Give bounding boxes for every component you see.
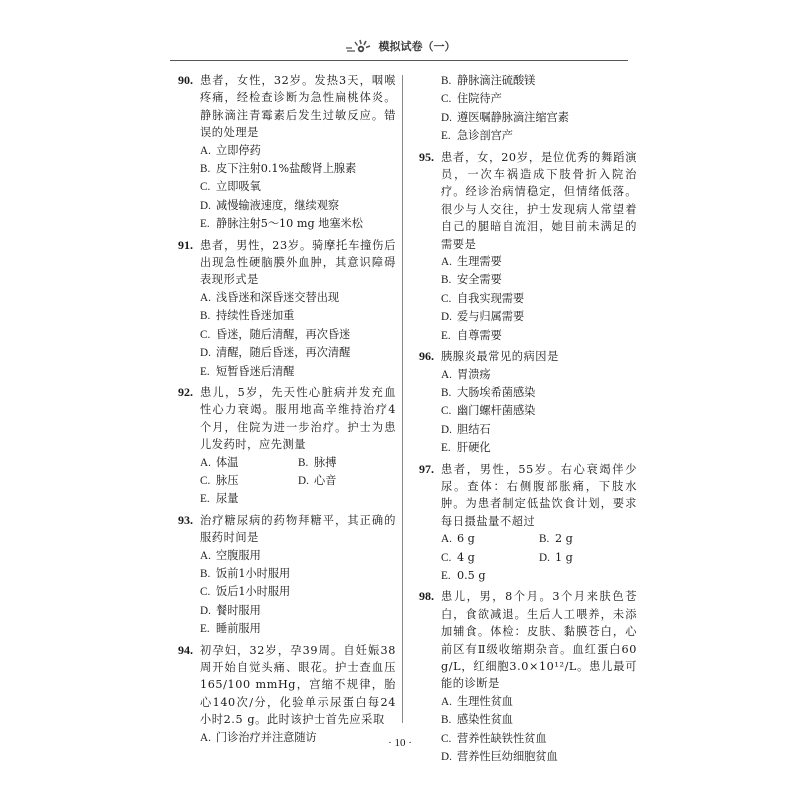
option-list	[200, 454, 396, 509]
question-stem: 患者，女性，32岁。发热3天，咽喉疼痛，经检查诊断为急性扁桃体炎。静脉滴注青霉素后发生过敏反应。错误的处理是	[200, 74, 396, 140]
option-c: C. 营养性缺铁性贫血	[441, 731, 547, 745]
question-number: 97.	[419, 461, 434, 476]
option-b: B. 静脉滴注硫酸镁	[441, 74, 536, 87]
question-91	[178, 237, 396, 381]
option-b: B. 感染性贫血	[441, 713, 513, 727]
option-b: B. 大肠埃希菌感染	[441, 385, 536, 399]
right-column	[419, 72, 637, 769]
option-list	[441, 253, 637, 345]
option-a: A. 立即停药	[200, 143, 261, 157]
page-header	[170, 38, 628, 60]
question-number: 96.	[419, 349, 434, 364]
question-stem: 患儿，男，8个月。3个月来肤色苍白，食欲减退。生后人工喂养，未添加辅食。体检：皮肤、黏膜苍白，心前区有Ⅱ级收缩期杂音。血红蛋白60 g/L，红细胞3.0×10¹²/L。患儿最可能的诊断是	[441, 590, 637, 691]
option-e: E. 睡前服用	[200, 622, 261, 636]
option-e: E. 静脉注射5～10 mg 地塞米松	[200, 217, 363, 231]
question-stem: 患者，男性，23岁。骑摩托车撞伤后出现急性硬脑膜外血肿，其意识障碍表现形式是	[200, 238, 396, 287]
question-number: 91.	[178, 237, 193, 252]
question-93	[178, 512, 396, 639]
option-a: A. 胃溃疡	[441, 367, 491, 381]
exam-title: 模拟试卷（一）	[378, 40, 456, 53]
option-d: D. 减慢输液速度，继续观察	[200, 198, 340, 212]
option-b: B. 饭前1小时服用	[200, 566, 291, 580]
option-d: D. 心音	[298, 473, 337, 487]
question-number: 94.	[178, 642, 193, 657]
option-c: C. 4 g	[441, 550, 475, 564]
option-e: E. 自尊需要	[441, 328, 502, 342]
question-stem: 治疗糖尿病的药物拜糖平，其正确的服药时间是	[200, 513, 396, 545]
question-96	[419, 348, 637, 457]
option-b: B. 持续性昏迷加重	[200, 309, 295, 323]
option-d: D. 1 g	[539, 550, 573, 564]
option-d: D. 爱与归属需要	[441, 310, 525, 324]
question-stem: 胰腺炎最常见的病因是	[441, 350, 559, 364]
option-d: D. 餐时服用	[200, 603, 261, 617]
left-column	[178, 72, 396, 750]
option-e: E. 急诊剖宫产	[441, 129, 513, 143]
sun-burst-logo-icon	[343, 38, 373, 54]
option-a: A. 生理需要	[441, 255, 502, 269]
option-d: D. 胆结石	[441, 422, 491, 436]
option-a: A. 体温	[200, 455, 239, 469]
option-b: B. 2 g	[539, 532, 573, 546]
question-number: 95.	[419, 149, 434, 164]
question-92	[178, 384, 396, 509]
question-95	[419, 149, 637, 345]
question-stem: 患者，男性，55岁。右心衰竭伴少尿。查体：右侧腹部胀痛，下肢水肿。为患者制定低盐饮食计划，要求每日摄盐量不超过	[441, 462, 637, 528]
option-list	[200, 142, 396, 234]
option-list	[441, 366, 637, 458]
option-list	[441, 693, 637, 767]
column-divider	[402, 75, 403, 723]
option-d: D. 营养性巨幼细胞贫血	[441, 750, 558, 764]
question-number: 92.	[178, 384, 193, 399]
option-c: C. 饭后1小时服用	[200, 585, 291, 599]
question-number: 93.	[178, 512, 193, 527]
option-e: E. 尿量	[200, 492, 239, 506]
option-list	[441, 530, 637, 585]
page-number: · 10 ·	[388, 737, 412, 749]
option-list	[200, 289, 396, 381]
question-stem: 患儿，5岁，先天性心脏病并发充血性心力衰竭。服用地高辛维持治疗4个月，住院为进一步治疗。护士为患儿发药时，应先测量	[200, 385, 396, 452]
question-number: 98.	[419, 589, 434, 604]
option-a: A. 门诊治疗并注意随访	[200, 730, 317, 744]
option-e: E. 短暂昏迷后清醒	[200, 364, 295, 378]
option-c: C. 住院待产	[441, 92, 502, 106]
question-90	[178, 72, 396, 234]
option-b: B. 脉搏	[298, 455, 337, 469]
option-d: D. 遵医嘱静脉滴注缩宫素	[441, 110, 569, 124]
question-94	[178, 642, 396, 747]
option-d: D. 清醒，随后昏迷，再次清醒	[200, 346, 351, 360]
option-a: A. 浅昏迷和深昏迷交替出现	[200, 290, 340, 304]
question-97	[419, 461, 637, 586]
header-rule	[170, 60, 628, 61]
option-list	[200, 547, 396, 639]
question-stem: 患者，女，20岁，是位优秀的舞蹈演员，一次车祸造成下肢骨折入院治疗。经诊治病情稳定，但情绪低落。很少与人交往，护士发现病人常望着自己的腿暗自流泪，她目前未满足的需要是	[441, 150, 637, 251]
option-a: A. 6 g	[441, 532, 475, 546]
option-a: A. 生理性贫血	[441, 694, 513, 708]
option-c: C. 脉压	[200, 473, 239, 487]
option-b: B. 皮下注射0.1%盐酸肾上腺素	[200, 162, 357, 176]
option-a: A. 空腹服用	[200, 548, 261, 562]
option-e: E. 0.5 g	[441, 568, 486, 582]
question-stem: 初孕妇，32岁，孕39周。自妊娠38周开始自觉头痛、眼花。护士查血压165/100 mmHg，宫缩不规律，胎心140次/分，化验单示尿蛋白每24小时2.5 g。此时该护士首先应采取	[200, 643, 396, 727]
question-94-continued-options	[419, 72, 637, 146]
option-e: E. 肝硬化	[441, 441, 491, 455]
option-c: C. 立即吸氧	[200, 180, 261, 194]
option-c: C. 昏迷，随后清醒，再次昏迷	[200, 327, 351, 341]
option-b: B. 安全需要	[441, 273, 502, 287]
option-c: C. 自我实现需要	[441, 291, 525, 305]
question-number: 90.	[178, 73, 193, 87]
option-c: C. 幽门螺杆菌感染	[441, 404, 536, 418]
